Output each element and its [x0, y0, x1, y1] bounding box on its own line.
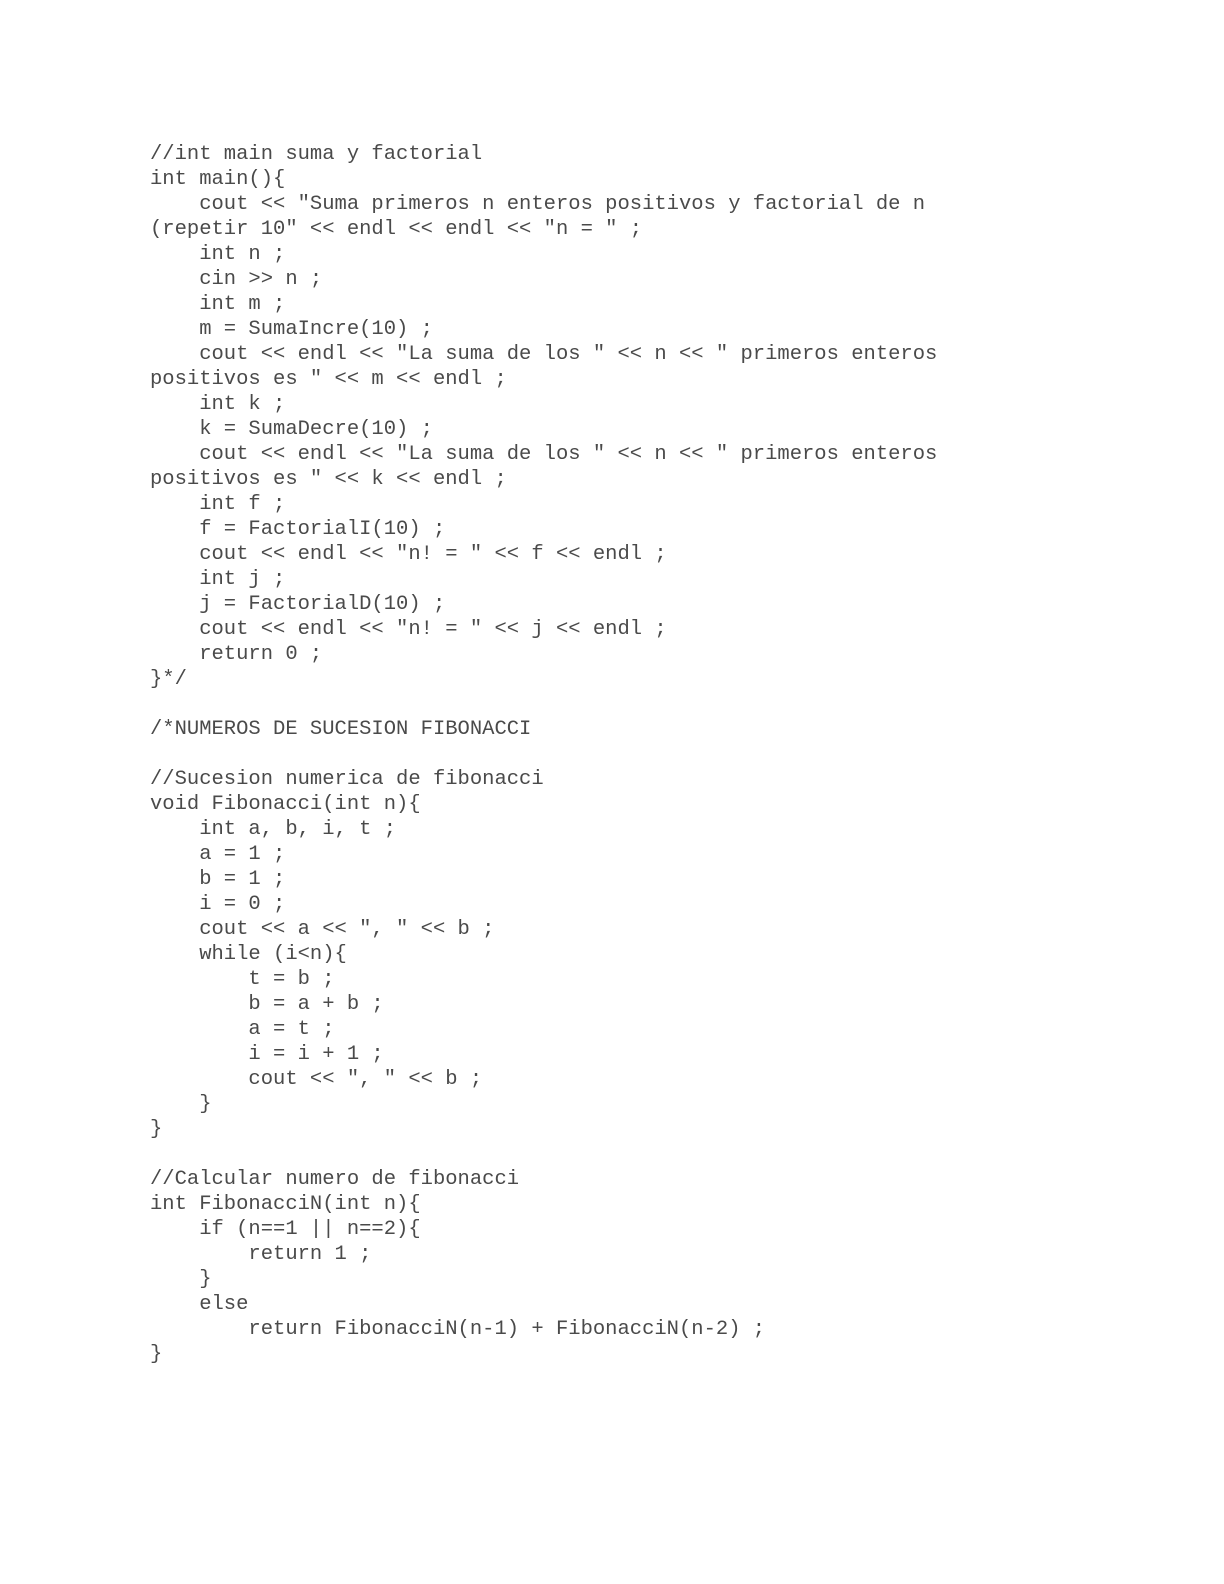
blank-line — [150, 1142, 1010, 1167]
code-line: int k ; — [150, 393, 286, 416]
code-line: } — [150, 1093, 212, 1116]
code-line: a = t ; — [150, 1018, 335, 1041]
code-line: positivos es " << k << endl ; — [150, 468, 507, 491]
code-line: } — [150, 1343, 163, 1366]
code-line: void Fibonacci(int n){ — [150, 793, 421, 816]
code-line: cout << endl << "n! = " << f << endl ; — [150, 543, 667, 566]
code-line: cout << ", " << b ; — [150, 1068, 483, 1091]
code-line: return 0 ; — [150, 643, 323, 666]
code-line: }*/ — [150, 668, 187, 691]
code-line: } — [150, 1118, 163, 1141]
blank-line — [150, 742, 1010, 767]
code-line: cout << a << ", " << b ; — [150, 918, 495, 941]
code-line: cout << endl << "La suma de los " << n << " primeros enteros — [150, 443, 938, 466]
code-line: } — [150, 1268, 212, 1291]
code-line: positivos es " << m << endl ; — [150, 368, 507, 391]
code-line: return 1 ; — [150, 1243, 372, 1266]
code-line: //Calcular numero de fibonacci — [150, 1168, 520, 1191]
code-line: if (n==1 || n==2){ — [150, 1218, 421, 1241]
code-line: while (i<n){ — [150, 943, 347, 966]
code-line: int a, b, i, t ; — [150, 818, 397, 841]
code-line: m = SumaIncre(10) ; — [150, 318, 433, 341]
code-line: int m ; — [150, 293, 286, 316]
code-line: /*NUMEROS DE SUCESION FIBONACCI — [150, 718, 532, 741]
code-line: cin >> n ; — [150, 268, 323, 291]
code-line: int FibonacciN(int n){ — [150, 1193, 421, 1216]
code-line: cout << "Suma primeros n enteros positivos y factorial de n — [150, 193, 926, 216]
code-line: f = FactorialI(10) ; — [150, 518, 446, 541]
code-line: j = FactorialD(10) ; — [150, 593, 446, 616]
code-line: (repetir 10" << endl << endl << "n = " ; — [150, 218, 643, 241]
code-line: i = 0 ; — [150, 893, 286, 916]
code-line: t = b ; — [150, 968, 335, 991]
code-line: else — [150, 1293, 249, 1316]
blank-line — [150, 692, 1010, 717]
code-line: //int main suma y factorial — [150, 143, 483, 166]
code-line: int main(){ — [150, 168, 286, 191]
code-line: int j ; — [150, 568, 286, 591]
code-line: int n ; — [150, 243, 286, 266]
code-line: cout << endl << "n! = " << j << endl ; — [150, 618, 667, 641]
code-line: i = i + 1 ; — [150, 1043, 384, 1066]
code-line: a = 1 ; — [150, 843, 286, 866]
code-page — [150, 142, 1010, 1367]
code-line: return FibonacciN(n-1) + FibonacciN(n-2) ; — [150, 1318, 766, 1341]
code-line: b = 1 ; — [150, 868, 286, 891]
code-line: k = SumaDecre(10) ; — [150, 418, 433, 441]
code-line: cout << endl << "La suma de los " << n << " primeros enteros — [150, 343, 938, 366]
code-line: b = a + b ; — [150, 993, 384, 1016]
code-line: int f ; — [150, 493, 286, 516]
code-line: //Sucesion numerica de fibonacci — [150, 768, 544, 791]
